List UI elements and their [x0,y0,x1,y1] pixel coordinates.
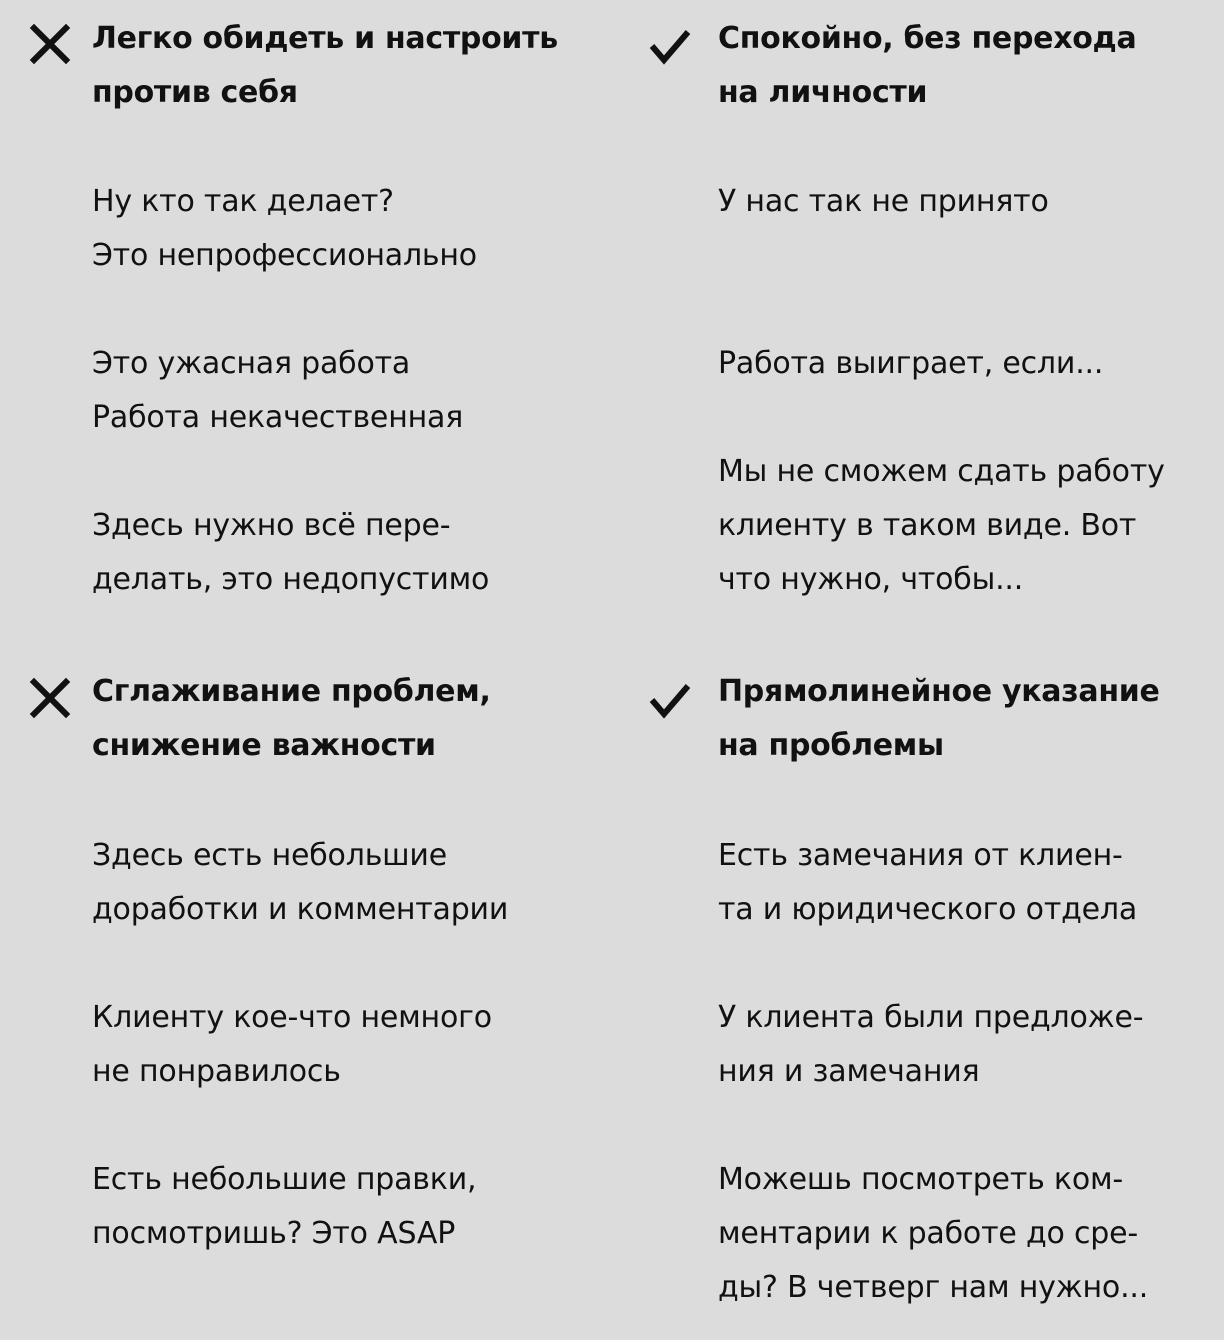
heading-text: Сглаживание проблем, снижение важности [92,674,491,763]
check-icon [648,24,692,68]
example-text: Ну кто так делает? Это непрофессионально [92,184,477,273]
example-text: Есть замечания от клиен- та и юридического отдела [718,838,1138,927]
bad-example [92,991,632,1099]
bad-example [92,829,632,937]
heading-text: Спокойно, без перехода на личности [718,21,1137,110]
bad-example [92,1153,632,1261]
bad-example [92,499,632,607]
bad-heading-bottom [92,665,632,773]
bad-example [92,337,632,445]
good-example [718,829,1218,937]
good-heading-bottom [718,665,1218,773]
bad-example [92,175,632,283]
good-example [718,991,1218,1099]
good-example [718,337,1218,391]
example-text: У нас так не принято [718,184,1049,219]
example-text: Здесь есть небольшие доработки и комментарии [92,838,509,927]
cross-icon [28,22,72,66]
heading-text: Легко обидеть и настроить против себя [92,21,558,110]
example-text: Мы не сможем сдать работу клиенту в таком виде. Вот что нужно, чтобы... [718,454,1165,597]
bad-heading-top [92,12,632,120]
example-text: Можешь посмотреть ком- ментарии к работе до сре- ды? В четверг нам нужно... [718,1162,1149,1305]
good-example [718,445,1218,607]
check-icon [648,678,692,722]
example-text: Клиенту кое-что немного не понравилось [92,1000,492,1089]
example-text: Здесь нужно всё пере- делать, это недопустимо [92,508,490,597]
cross-icon [28,676,72,720]
example-text: У клиента были предложе- ния и замечания [718,1000,1144,1089]
example-text: Есть небольшие правки, посмотришь? Это ASAP [92,1162,477,1251]
heading-text: Прямолинейное указание на проблемы [718,674,1160,763]
example-text: Работа выиграет, если... [718,346,1104,381]
example-text: Это ужасная работа Работа некачественная [92,346,464,435]
good-example [718,175,1218,229]
good-heading-top [718,12,1218,120]
good-example [718,1153,1218,1315]
